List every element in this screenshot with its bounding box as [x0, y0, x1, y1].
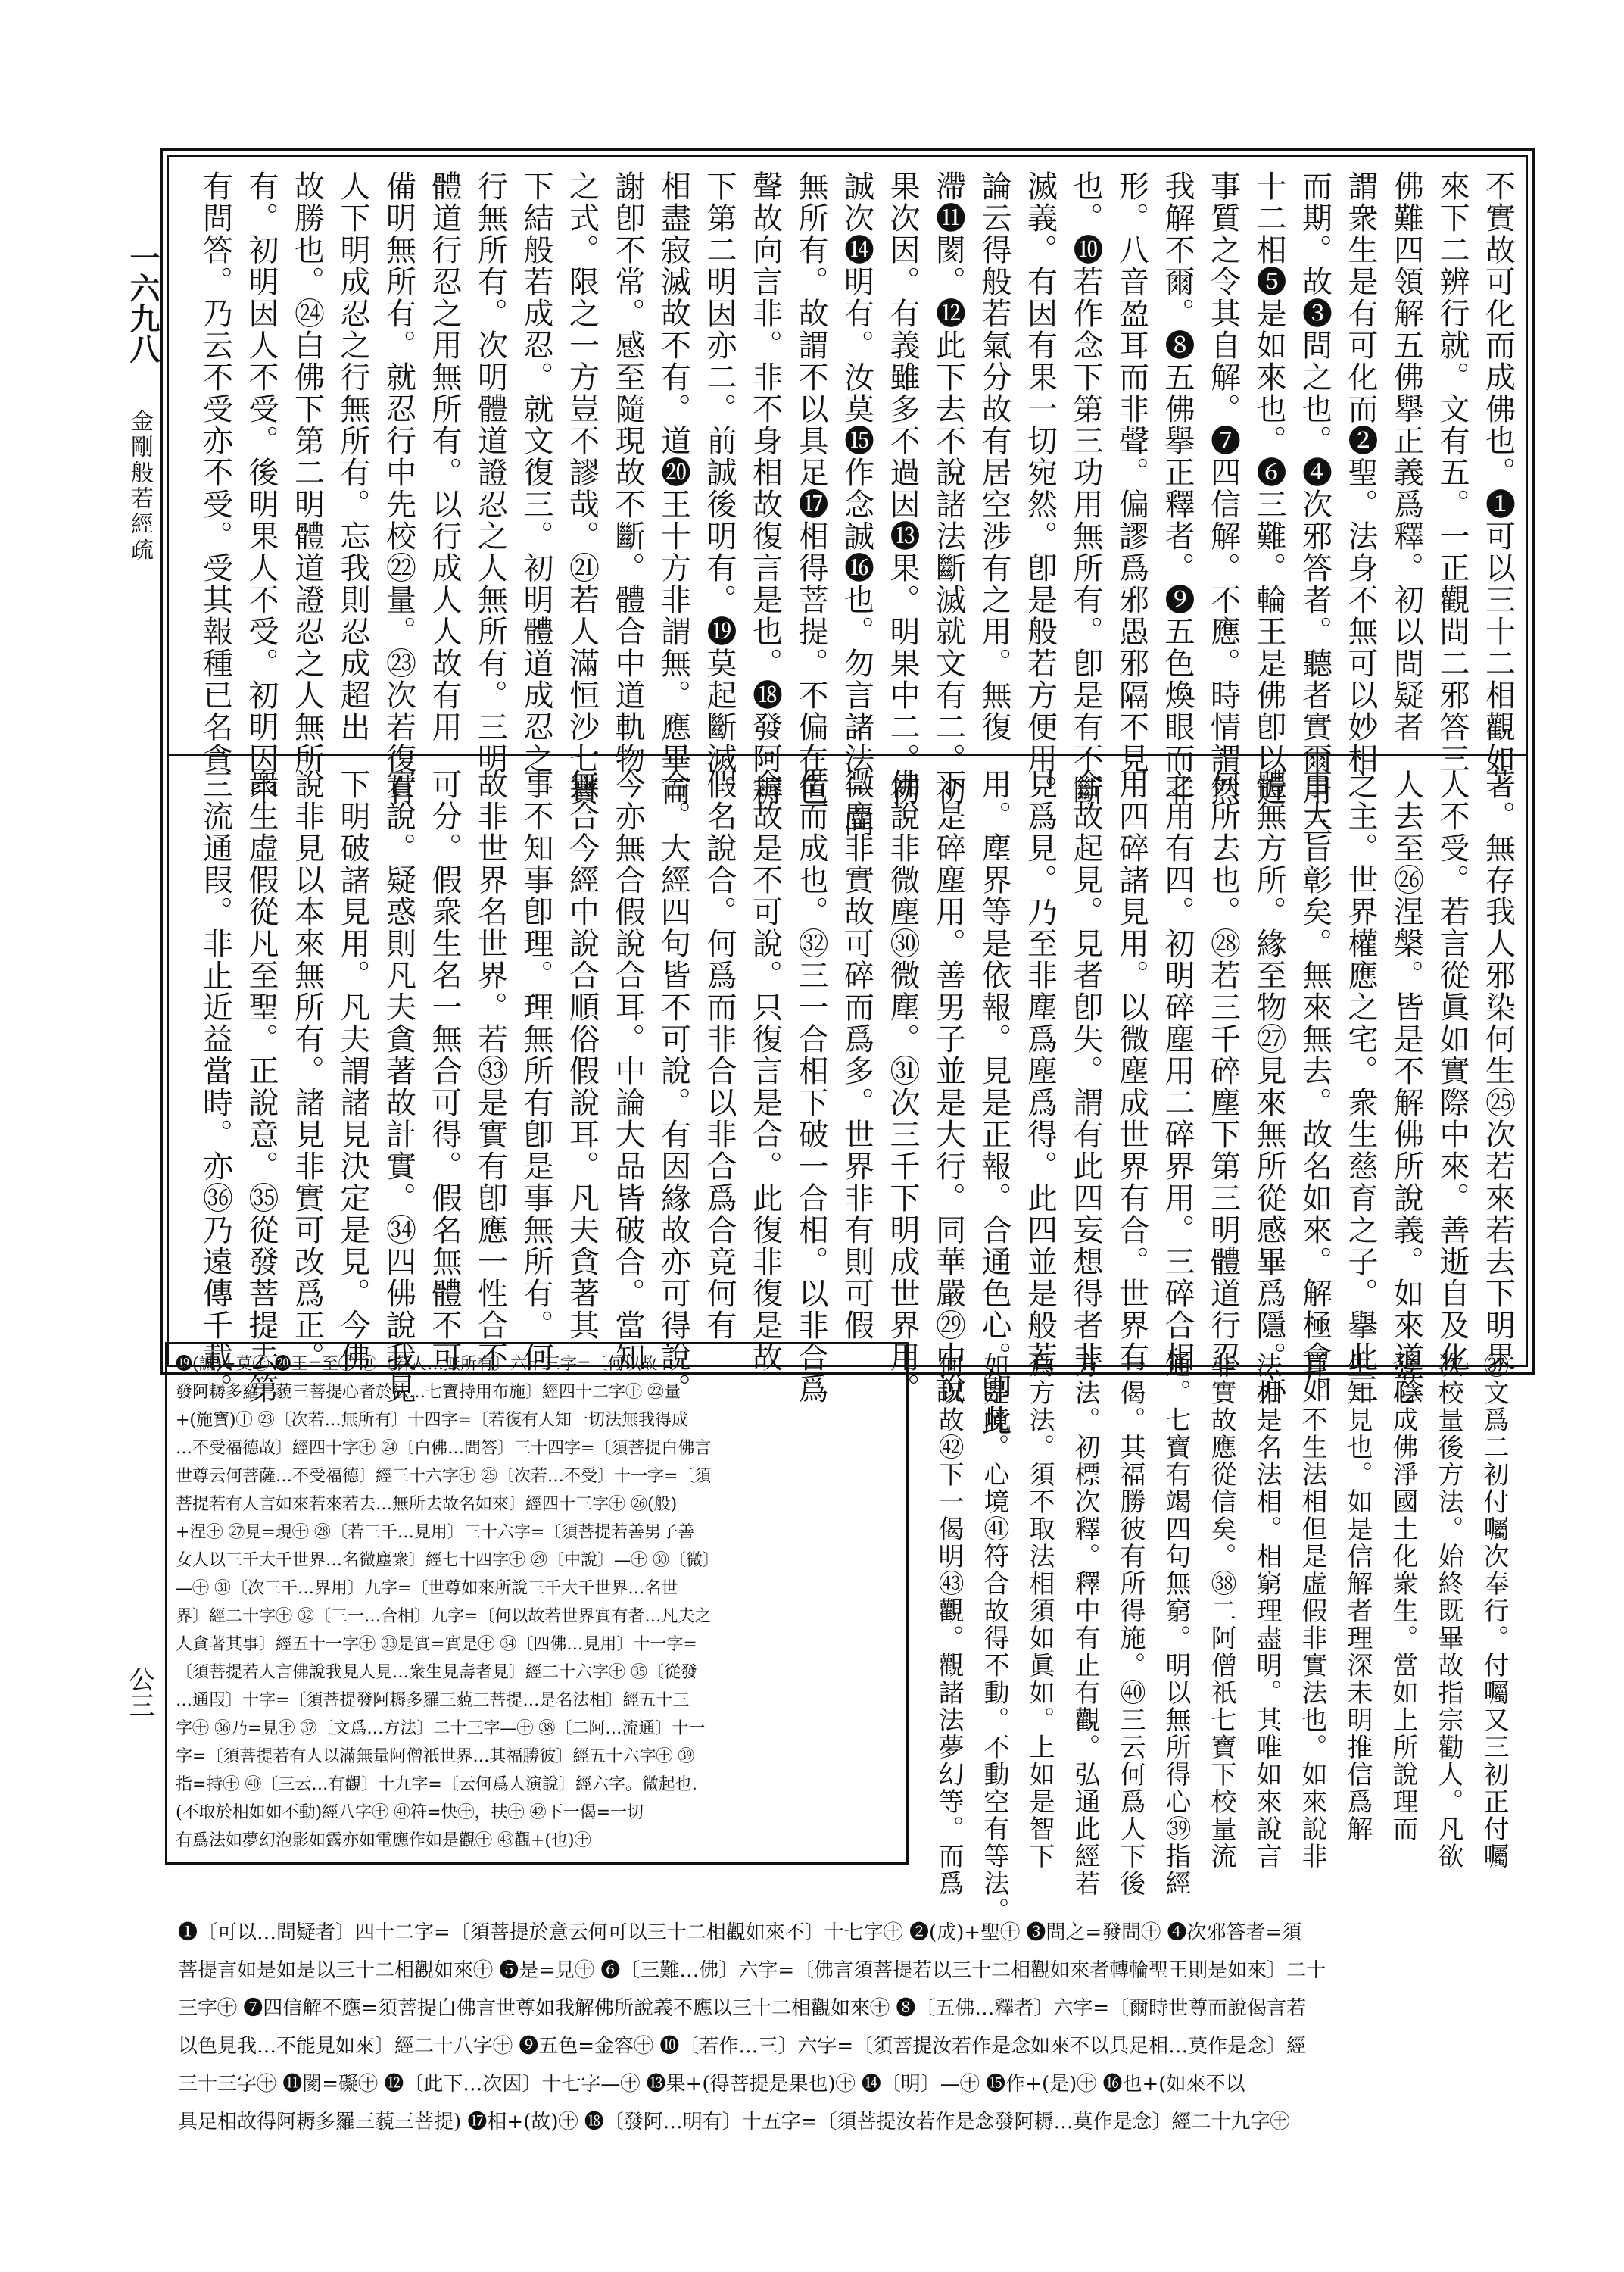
collation-note-line: 指=持㊉ ㊵〔三云…有觀〕十九字=〔云何爲人演說〕經六字。微起也.: [176, 1775, 697, 1794]
footnote-line: ❶〔可以…問疑者〕四十二字=〔須菩提於意云何可以三十二相觀如來不〕十七字㊉ ❷(成)+聖㊉ ❸問之=發問㊉ ❹次邪答者=須: [178, 1921, 1302, 1944]
text-column: 通。七寶有竭四句無窮。明以無所得心㊴指經: [1161, 1352, 1191, 1897]
text-column: 無所有。故謂不以具足⓱相得菩提。不偏在色: [793, 170, 828, 807]
text-column: 人去至㉖涅槃。皆是不解佛所說義。如來道蔭: [1389, 769, 1424, 1405]
text-column: 行無所有。次明體道證忍之人無所有。三明: [472, 170, 508, 775]
text-column: 用。塵界等是依報。見是正報。合通色心。卽此: [977, 769, 1011, 1437]
text-column: ㊲文爲二初付囑次奉行。付囑又三初正付囑: [1479, 1352, 1509, 1870]
text-column: 故非世界名世界。若㉝是實有卽應一性合不: [472, 769, 508, 1373]
text-column: 事大旨彰矣。無來無去。故名如來。解極會如: [1297, 769, 1333, 1405]
text-column: 十二相❺是如來也。❻三難。輪王是佛卽以近: [1252, 170, 1286, 807]
text-column: 微塵非實故可碎而爲多。世界非有則可假: [839, 769, 874, 1341]
text-column: 今亦無合假說合耳。中論大品皆破合。當知: [610, 769, 645, 1373]
collation-note-line: …通叚〕十字=〔須菩提發阿耨多羅三藐三菩提…是名法相〕經五十三: [176, 1691, 690, 1710]
text-column: 有。初明因人不受。後明果人不受。初明因中: [244, 170, 279, 807]
footnote-line: 具足相故得阿耨多羅三藐三菩提) ⓱相+(故)㊉ ⓲〔發阿…明有〕十五字=〔須菩提汝若作是念發阿耨…莫作是念〕經二十九字㊉: [178, 2111, 1290, 2133]
collation-note-line: …不受福德故〕經四十字㊉ ㉔〔白佛…問答〕三十四字=〔須菩提白佛言: [176, 1439, 712, 1458]
text-column: 著。無存我人邪染何生㉕次若來若去下明果: [1480, 769, 1516, 1373]
text-column: 假名說合。何爲而非合以非合爲合竟何有: [702, 769, 737, 1341]
collation-note-line: 〔須菩提若人言佛說我見人見…衆生見壽者見〕經二十六字㊉ ㉟〔從發: [176, 1663, 697, 1682]
text-column: 謝卽不常。感至隨現故不斷。體合中道軌物: [610, 170, 645, 775]
text-column: 一偈。其福勝彼有所得施。㊵三云何爲人下後: [1115, 1352, 1146, 1897]
text-column: 備明無所有。就忍行中先校㉒量。㉓次若復有: [381, 170, 416, 807]
text-column: 借而成也。㉜三一合相下破一合相。以非合爲: [793, 769, 828, 1405]
text-column: 佛說非微塵㉚微塵。㉛次三千下明成世界用。: [885, 769, 920, 1405]
text-column: 可分。假衆生名一無合可得。假名無體不可: [427, 769, 462, 1373]
footnote-line: 三十三字㊉ ⓫閡=礙㊉ ⓬〔此下…次因〕十七字—㊉ ⓭果+(得菩提是果也)㊉ ⓮〔明〕—㊉ ⓯作+(是)㊉ ⓰也+(如來不以: [178, 2073, 1245, 2096]
page-number: 一六九八: [125, 242, 161, 364]
text-column: 果次因。有義雖多不過因⓭果。明果中二。初: [885, 170, 920, 807]
text-column: 三流通叚。非止近益當時。亦㊱乃遠傳千載。: [198, 769, 233, 1405]
text-column: 用四碎諸見用。以微塵成世界有合。世界有: [1114, 769, 1149, 1373]
text-column: 而期。故❸問之也。❹次邪答者。聽者實爾用三: [1297, 170, 1333, 838]
text-column: 滯⓫閡。⓬此下去不說諸法斷滅就文有二。初: [930, 170, 966, 807]
collation-note-line: 界〕經二十字㊉ ㉜〔三一…合相〕九字=〔何以故若世界實有者…凡夫之: [176, 1607, 712, 1626]
text-column: 下結般若成忍。就文復三。初明體道成忍之: [519, 170, 553, 775]
text-column: 相盡寂滅故不有。道⓴王十方非謂無。應畢而: [656, 170, 691, 807]
collation-note-line: 女人以三千大千世界…名微塵衆〕經七十四字㊉ ㉙〔中說〕—㊉ ㉚〔微〕: [176, 1551, 719, 1570]
text-column: 合故是不可說。只復言是合。此復非復是故: [747, 769, 783, 1373]
text-column: 滅義。有因有果一切宛然。卽是般若方便用。: [1022, 170, 1058, 807]
text-column: 有問答。乃云不受亦不受。受其報種已名貪: [198, 170, 233, 775]
text-column: 生知見也。如是信解者理深未明推信爲解: [1342, 1352, 1373, 1843]
text-column: 耳。不生法相但是虛假非實法也。如來說非: [1297, 1352, 1327, 1870]
collation-note-line: 發阿耨多羅三藐三菩提心者於法…七寶持用布施〕經四十二字㊉ ㉒量: [176, 1383, 681, 1402]
text-column: 說非見以本來無所有。諸見非實可改爲正。: [289, 769, 325, 1373]
text-column: 何以故㊷下一偈明㊸觀。觀諸法夢幻等。而爲: [934, 1352, 964, 1897]
collation-note-line: 人貪著其事〕經五十一字㊉ ㉝是實=實是㊉ ㉞〔四佛…見用〕十一字=: [176, 1635, 697, 1654]
collation-note-line: 有爲法如夢幻泡影如露亦如電應作如是觀㊉ ㊸觀+(也)㊉: [176, 1831, 591, 1850]
text-column: 方法。初標次釋。釋中有止有觀。弘通此經若: [1070, 1352, 1100, 1897]
text-column: 誠次⓮明有。汝莫⓯作念誠⓰也。勿言諸法一向: [839, 170, 874, 838]
collation-note-line: —㊉ ㉛〔次三千…界用〕九字=〔世尊如來所說三千大千世界…名世: [176, 1579, 678, 1598]
text-column: 謂衆生是有可化而❷聖。法身不無可以妙相: [1343, 170, 1378, 775]
text-column: 無合今經中說合順俗假說耳。凡夫貪著其: [564, 769, 600, 1341]
text-column: 聲故向言非。非不身相故復言是也。⓲發阿耨: [747, 170, 783, 807]
text-column: 合。大經四句皆不可說。有因緣故亦可得說。: [656, 769, 691, 1405]
text-column: 人不受。若言從眞如實際中來。善逝自及化: [1435, 769, 1470, 1373]
text-column: 不實故可化而成佛也。❶可以三十二相觀如: [1480, 170, 1516, 775]
footnote-line: 菩提言如是如是以三十二相觀如來㊉ ❺是=見㊉ ❻〔三難…佛〕六字=〔佛言須菩提若以三十二相觀如來者轉輪聖王則是如來〕二十: [178, 1959, 1326, 1982]
text-column: 我解不爾。❽五佛擧正釋者。❾五色煥眼而非: [1160, 170, 1195, 807]
text-column: 論云得般若氣分故有居空涉有之用。無復: [977, 170, 1011, 743]
collation-note-line: ⓳(誠)+莫㊉ ⓴王=至㊉ ㉑〔若人…無所有〕六十三字=〔何以故: [176, 1355, 658, 1374]
text-column: 非實故應從信矣。㊳二阿僧祇七寶下校量流: [1206, 1352, 1236, 1870]
footnote-line: 三字㊉ ❼四信解不應=須菩提白佛言世尊如我解佛所說義不應以三十二相觀如來㊉ ❽〔五佛…釋者〕六字=〔爾時世尊而說偈言若: [178, 1997, 1307, 2020]
text-column: 之用有四。初明碎塵用二碎界用。三碎合相: [1160, 769, 1195, 1373]
text-column: 體道行忍之用無所有。以行成人人故有用: [427, 170, 462, 743]
text-column: 下明破諸見用。凡夫謂諸見決定是見。今佛: [335, 769, 370, 1373]
text-column: 佛難四領解五佛擧正義爲釋。初以問疑者: [1389, 170, 1424, 743]
collation-note-line: +(施寶)㊉ ㉓〔次若…無所有〕十四字=〔若復有人知一切法無我得成: [176, 1411, 689, 1430]
text-column: 體無方所。緣至物㉗見來無所從感畢爲隱。亦: [1252, 769, 1286, 1405]
text-column: 如是境。心境㊶符合故得不動。不動空有等法。: [979, 1352, 1009, 1924]
collation-note-line: 字㊉ ㊱乃=見㊉ ㊲〔文爲…方法〕二十三字—㊉ ㊳〔二阿…流通〕十一: [176, 1719, 706, 1738]
text-column: 發心成佛淨國土化衆生。當如上所說理而: [1388, 1352, 1418, 1843]
text-column: 何所去也。㉘若三千碎塵下第三明體道行忍: [1205, 769, 1241, 1373]
text-column: 故勝也。㉔白佛下第二明體道證忍之人無所: [289, 170, 325, 775]
text-column: 下是碎塵用。善男子並是大行。同華嚴㉙中說: [930, 769, 966, 1405]
text-column: 事質之令其自解。❼四信解。不應。時情謂然: [1205, 170, 1241, 807]
text-column: 爲方法。須不取法相須如眞如。上如是智下: [1024, 1352, 1055, 1870]
text-column: 之式。限之一方豈不謬哉。㉑若人滿恒沙七寶: [564, 170, 600, 807]
text-column: 人下明成忍之行無所有。忘我則忍成超出: [335, 170, 370, 743]
text-column: 衆生虛假從凡至聖。正說意。㉟從發菩提去第: [244, 769, 279, 1405]
collation-note-line: +涅㊉ ㉗見=現㊉ ㉘〔若三千…見用〕三十六字=〔須菩提若善男子善: [176, 1523, 695, 1542]
book-title: 金剛般若經疏: [126, 409, 153, 563]
folio-mark: 公三: [124, 1666, 154, 1718]
text-column: 之主。世界權應之宅。衆生慈育之子。擧此三: [1343, 769, 1378, 1405]
text-column: 合故起見。見者卽失。謂有此四妄想得者非: [1068, 769, 1103, 1373]
text-column: 實說。疑惑則凡夫貪著故計實。㉞四佛說我見: [381, 769, 416, 1405]
text-column: 也。❿若作念下第三功用無所有。卽是有不斷: [1068, 170, 1103, 807]
collation-note-line: 字=〔須菩提若有人以滿無量阿僧祇世界…其福勝彼〕經五十六字㊉ ㊴: [176, 1747, 695, 1766]
collation-note-line: (不取於相如如不動)經八字㊉ ㊶符=快㊉，扶㊉ ㊷下一偈=一切: [176, 1803, 644, 1822]
text-column: 法相是名法相。相窮理盡明。其唯如來說言: [1252, 1352, 1282, 1870]
text-column: 來下二辨行就。文有五。一正觀問二邪答三: [1435, 170, 1470, 775]
text-column: 事不知事卽理。理無所有卽是事無所有。何: [519, 769, 553, 1373]
text-column: 形。八音盈耳而非聲。偏謬爲邪愚邪隔不見: [1114, 170, 1149, 775]
text-column: 見爲見。乃至非塵爲塵爲得。此四並是般若: [1022, 769, 1058, 1373]
text-column: 次校量後方法。始終既畢故指宗勸人。凡欲: [1433, 1352, 1463, 1870]
collation-note-line: 菩提若有人言如來若來若去…無所去故名如來〕經四十三字㊉ ㉖(般): [176, 1495, 678, 1514]
collation-note-line: 世尊云何菩薩…不受福德〕經三十六字㊉ ㉕〔次若…不受〕十一字=〔須: [176, 1467, 712, 1486]
footnote-line: 以色見我…不能見如來〕經二十八字㊉ ❾五色=金容㊉ ❿〔若作…三〕六字=〔須菩提汝若作是念如來不以具足相…莫作是念〕經: [178, 2035, 1307, 2058]
text-column: 下第二明因亦二。前誠後明有。⓳莫起斷滅。: [702, 170, 737, 807]
